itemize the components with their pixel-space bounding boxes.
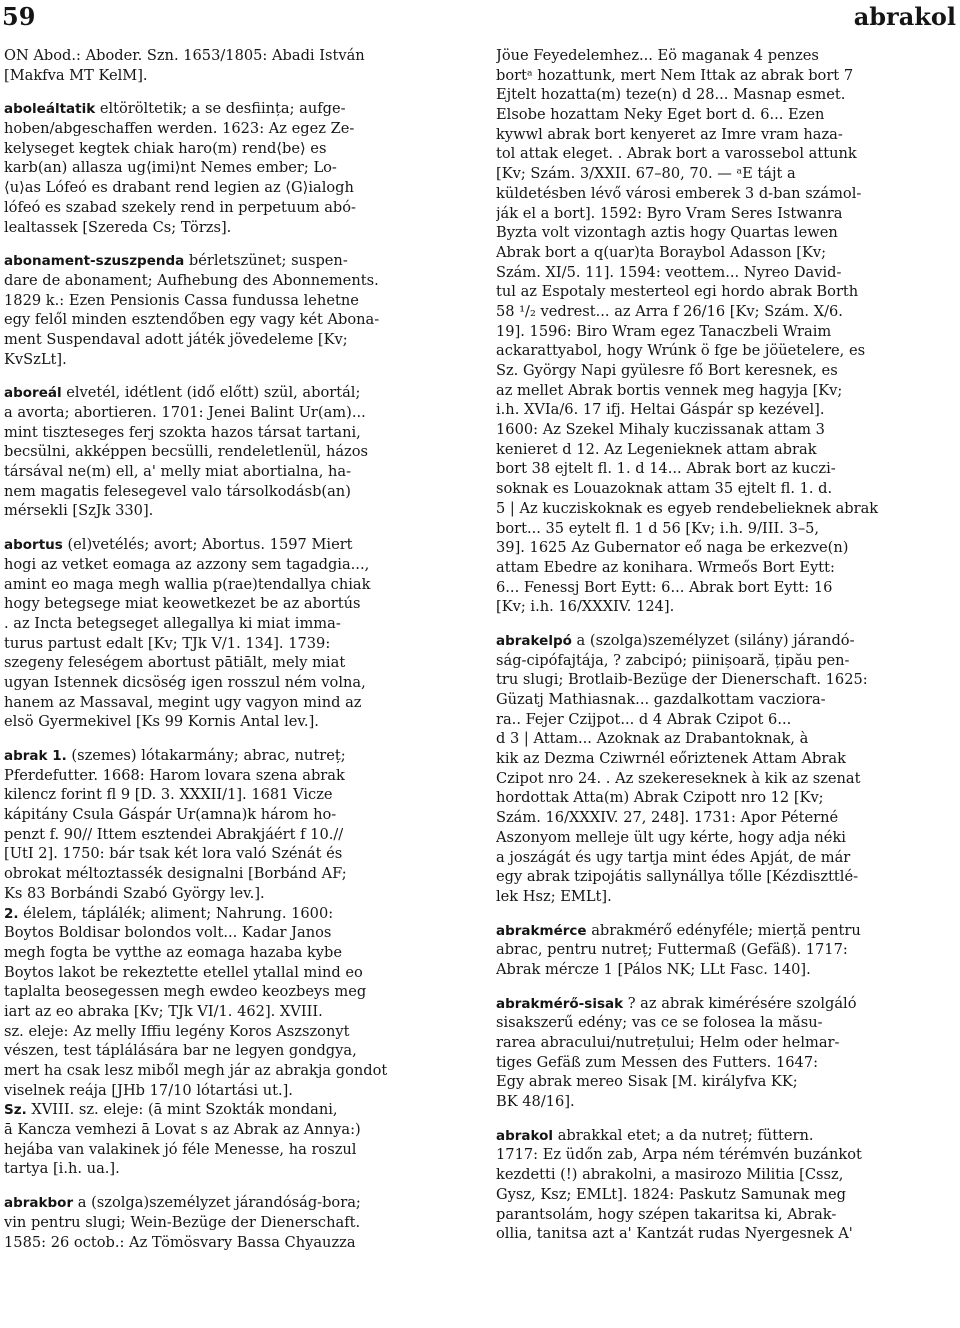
text-line [4, 575, 470, 595]
text-line [496, 400, 954, 420]
text-line [4, 330, 470, 350]
line-text: ON Abod.: Aboder. Szn. 1653/1805: Abadi István [4, 47, 365, 64]
line-text: ollia, tanitsa azt a' Kantzát rudas Nyergesnek A' [496, 1225, 853, 1243]
line-text: [Kv; i.h. 16/XXXIV. 124]. [496, 598, 675, 616]
line-text: kezdetti (!) abrakolni, a masirozo Militia [Cssz, [496, 1166, 844, 1184]
entry-headword: aboreál [4, 385, 62, 402]
text-line [4, 310, 470, 330]
text-line [496, 85, 954, 105]
line-text: viselnek reája [JHb 17/10 lótartási ut.]. [4, 1081, 293, 1099]
line-text: 58 ¹/₂ vedrest... az Arra f 26/16 [Kv; Szám. X/6. [496, 302, 843, 320]
text-line [4, 403, 470, 423]
line-text: mérsekli [SzJk 330]. [4, 502, 154, 520]
line-text: elsö Gyermekivel [Ks 99 Kornis Antal lev.]. [4, 713, 319, 731]
text-line [4, 198, 470, 218]
running-head: abrakol [853, 2, 956, 31]
line-text: vin pentru slugi; Wein-Bezüge der Dienerschaft. [4, 1213, 361, 1231]
text-line [4, 119, 470, 139]
text-line [4, 1233, 470, 1253]
text-line [496, 1224, 954, 1244]
text-line [4, 673, 470, 693]
text-line [496, 341, 954, 361]
line-text: turus partust edalt [Kv; TJk V/1. 134]. 1739: [4, 634, 331, 652]
line-text: karb(an) allasza ug⟨imi⟩nt Nemes ember; Lo- [4, 159, 337, 177]
line-text: rarea abracului/nutrețului; Helm oder helmar- [496, 1034, 840, 1051]
text-line [4, 805, 470, 825]
text-line [4, 1041, 470, 1061]
entry-first-line [4, 251, 470, 271]
paragraph-gap [4, 1179, 470, 1193]
text-line [4, 844, 470, 864]
line-text: 6... Fenessj Bort Eytt: 6... Abrak bort Eytt: 16 [496, 578, 833, 596]
text-line [496, 46, 954, 66]
line-text: vészen, test táplálására bar ne legyen gondgya, [4, 1042, 357, 1060]
line-text: Byzta volt vizontagh aztis hogy Quartas lewen [496, 224, 838, 242]
paragraph-gap [4, 369, 470, 383]
text-line [4, 423, 470, 443]
text-line [496, 578, 954, 598]
line-text: Güzatj Mathiasnak... gazdalkottam vacziora- [496, 691, 826, 708]
line-text: attam Ebedre az konihara. Wrmeős Bort Eytt: [496, 558, 835, 576]
line-text: kelyseget kegtek chiak haro(m) rend⟨be⟩ es [4, 139, 327, 157]
entry-first-line [4, 1100, 470, 1120]
line-text: Boytos Boldisar bolondos volt... Kadar Janos [4, 924, 332, 942]
entry-first-line [4, 904, 470, 924]
line-text: Jöue Feyedelemhez... Eö maganak 4 penzes [496, 47, 819, 64]
line-text: elvetél, idétlent (idő előtt) szül, abortál; [66, 384, 361, 402]
line-text: Czipot nro 24. . Az szekereseknek à kik az szenat [496, 769, 861, 787]
line-text: élelem, táplálék; aliment; Nahrung. 1600: [23, 904, 334, 922]
text-line [496, 361, 954, 381]
text-line [4, 501, 470, 521]
text-line [496, 769, 954, 789]
text-line [496, 808, 954, 828]
line-text: mint tiszteseges ferj szokta hazos társat tartani, [4, 423, 361, 441]
text-line [4, 66, 470, 86]
page-number: 59 [2, 2, 36, 31]
line-text: (szemes) lótakarmány; abrac, nutreț; [71, 747, 346, 764]
line-text: abrakkal etet; a da nutreț; füttern. [557, 1126, 814, 1144]
line-text: a (szolga)személyzet járandóság-bora; [77, 1194, 361, 1212]
text-line [496, 670, 954, 690]
line-text: taplalta beosegessen megh ewdeo keozbeys meg [4, 983, 367, 1001]
text-line [4, 555, 470, 575]
line-text: sz. eleje: Az melly Iffiu legény Koros Aszszonyt [4, 1022, 350, 1040]
text-line [496, 440, 954, 460]
line-text: sisakszerű edény; vas ce se folosea la măsu- [496, 1014, 823, 1032]
entry-first-line [496, 921, 954, 941]
text-line [496, 381, 954, 401]
line-text: (el)vetélés; avort; Abortus. 1597 Miert [67, 536, 353, 554]
line-text: bortᵃ hozattunk, mert Nem Ittak az abrak bort 7 [496, 66, 854, 84]
line-text: lek Hsz; EMLt]. [496, 887, 612, 905]
text-line [4, 1120, 470, 1140]
line-text: ment Suspendaval adott játék jövedeleme [Kv; [4, 330, 348, 348]
line-text: kápitány Csula Gáspár Ur(amna)k három ho- [4, 806, 337, 824]
text-line [4, 462, 470, 482]
text-line [496, 322, 954, 342]
text-line [496, 1033, 954, 1053]
line-text: abrac, pentru nutreț; Futtermaß (Gefäß). 1717: [496, 941, 848, 959]
text-line [4, 291, 470, 311]
line-text: 19]. 1596: Biro Wram egez Tanaczbeli Wraim [496, 322, 832, 340]
line-text: hoben/abgeschaffen werden. 1623: Az egez Ze- [4, 120, 355, 138]
line-text: bort... 35 eytelt fl. 1 d 56 [Kv; i.h. 9/III. 3–5, [496, 519, 820, 537]
text-line [4, 271, 470, 291]
text-line [4, 158, 470, 178]
text-line [496, 263, 954, 283]
text-line [496, 479, 954, 499]
entry-headword: abortus [4, 537, 63, 554]
text-line [496, 1013, 954, 1033]
text-line [496, 459, 954, 479]
line-text: obrokat méltoztassék designalni [Borbánd AF; [4, 865, 347, 883]
text-line [496, 1205, 954, 1225]
line-text: d 3 | Attam... Azoknak az Drabantoknak, à [496, 730, 809, 748]
text-line [4, 1022, 470, 1042]
text-line [4, 963, 470, 983]
line-text: kenieret d 12. Az Legenieknek attam abrak [496, 440, 817, 458]
text-line [496, 960, 954, 980]
entry-first-line [4, 1193, 470, 1213]
line-text: becsülni, akképpen becsülli, rendeletlenül, házos [4, 443, 369, 461]
right-column [496, 46, 954, 1244]
text-line [4, 982, 470, 1002]
text-line [496, 867, 954, 887]
line-text: tol attak eleget. . Abrak bort a varossebol attunk [496, 145, 857, 163]
line-text: megh fogta be vytthe az eomaga hazaba kybe [4, 943, 343, 961]
left-column [4, 46, 470, 1252]
line-text: lófeó es szabad szekely rend in perpetuum abó- [4, 198, 356, 216]
text-line [496, 749, 954, 769]
text-line [496, 848, 954, 868]
entry-headword: abrakmérő-sisak [496, 995, 624, 1012]
text-line [496, 164, 954, 184]
line-text: iart az eo abraka [Kv; TJk VI/1. 462]. XVIII. [4, 1002, 323, 1020]
text-line [4, 825, 470, 845]
text-line [4, 46, 470, 66]
page-header [0, 0, 960, 36]
entry-first-line [4, 99, 470, 119]
entry-headword: abrakbor [4, 1195, 74, 1212]
text-line [4, 614, 470, 634]
entry-headword: abrakmérce [496, 922, 587, 939]
paragraph-gap [496, 980, 954, 994]
text-line [4, 1213, 470, 1233]
line-text: hejába van valakinek jó féle Menesse, ha roszul [4, 1140, 357, 1158]
paragraph-gap [4, 85, 470, 99]
text-line [4, 712, 470, 732]
line-text: tru slugi; Brotlaib-Bezüge der Dienerschaft. 1625: [496, 671, 868, 689]
entry-headword: abrakol [496, 1127, 554, 1144]
line-text: Sz. György Napi gyülesre fő Bort keresnek, es [496, 362, 838, 379]
line-text: 1585: 26 octob.: Az Tömösvary Bassa Chyauzza [4, 1233, 356, 1251]
text-line [4, 693, 470, 713]
line-text: Aszonyom melleje ült ugy kérte, hogy adja néki [496, 828, 846, 846]
text-line [4, 350, 470, 370]
text-line [496, 597, 954, 617]
text-line [496, 105, 954, 125]
line-text: 39]. 1625 Az Gubernator eő naga be erkezve(n) [496, 539, 849, 557]
entry-headword: abrak 1. [4, 748, 67, 764]
text-line [496, 125, 954, 145]
line-text: . az Incta betegseget allegallya ki miat imma- [4, 614, 341, 632]
line-text: ra.. Fejer Czijpot... d 4 Abrak Czipot 6... [496, 710, 792, 728]
text-line [4, 884, 470, 904]
text-line [4, 1140, 470, 1160]
text-line [496, 282, 954, 302]
text-line [4, 785, 470, 805]
line-text: bort 38 ejtelt fl. 1. d 14... Abrak bort az kuczi- [496, 460, 836, 478]
line-text: dare de abonament; Aufhebung des Abonnements. [4, 271, 379, 289]
line-text: ? az abrak kimérésére szolgáló [627, 994, 857, 1012]
line-text: egy abrak tzipojátis sallynállya tőlle [Kézdiszttlé- [496, 868, 859, 886]
line-text: mert ha csak lesz miből megh jár az abrakja gondot [4, 1062, 388, 1079]
line-text: soknak es Louazoknak attam 35 ejtelt fl. 1. d. [496, 480, 833, 498]
line-text: egy felől minden esztendőben egy vagy két Abona- [4, 311, 380, 329]
entry-first-line [496, 631, 954, 651]
paragraph-gap [496, 907, 954, 921]
line-text: kilencz forint fl 9 [D. 3. XXXII/1]. 1681 Vicze [4, 786, 333, 804]
line-text: penzt f. 90// Ittem esztendei Abrakjáért f 10.// [4, 825, 344, 843]
line-text: amint eo maga megh wallia p(rae)tendallya chiak [4, 575, 371, 593]
paragraph-gap [4, 237, 470, 251]
text-line [496, 1092, 954, 1112]
text-line [4, 864, 470, 884]
text-line [496, 144, 954, 164]
text-line [496, 710, 954, 730]
line-text: Szám. 16/XXXIV. 27, 248]. 1731: Apor Péterné [496, 809, 839, 827]
paragraph-gap [4, 521, 470, 535]
line-text: parantsolám, hogy szépen takaritsa ki, Abrak- [496, 1205, 837, 1223]
line-text: ā Kancza vemhezi ā Lovat s az Abrak az Annya:) [4, 1121, 361, 1139]
text-line [496, 204, 954, 224]
text-line [496, 1145, 954, 1165]
line-text: i.h. XVIa/6. 17 ifj. Heltai Gáspár sp kezével]. [496, 401, 825, 419]
text-line [4, 594, 470, 614]
line-text: ackarattyabol, hogy Wrúnk ö fge be jöüetelere, es [496, 342, 866, 360]
line-text: Ks 83 Borbándi Szabó György lev.]. [4, 884, 265, 902]
text-line [4, 943, 470, 963]
text-line [496, 729, 954, 749]
line-text: Szám. XI/5. 11]. 1594: veottem... Nyreo David- [496, 263, 842, 281]
line-text: ják el a bort]. 1592: Byro Vram Seres Istwanra [496, 204, 843, 222]
text-line [496, 243, 954, 263]
line-text: Abrak bort a q(uar)ta Boraybol Adasson [Kv; [496, 243, 827, 261]
line-text: a avorta; abortieren. 1701: Jenei Balint Ur(am)... [4, 404, 366, 421]
line-text: 1829 k.: Ezen Pensionis Cassa fundussa lehetne [4, 291, 359, 309]
line-text: tul az Espotaly mesterteol egi hordo abrak Borth [496, 283, 859, 301]
text-line [496, 1165, 954, 1185]
line-text: Elsobe hozattam Neky Eget bort d. 6... Ezen [496, 106, 825, 124]
line-text: XVIII. sz. eleje: (ā mint Szokták mondani, [31, 1101, 338, 1119]
line-text: Gysz, Ksz; EMLt]. 1824: Paskutz Samunak meg [496, 1185, 846, 1203]
line-text: tartya [i.h. ua.]. [4, 1160, 120, 1178]
text-line [4, 482, 470, 502]
line-text: Egy abrak mereo Sisak [M. királyfva KK; [496, 1073, 798, 1091]
text-line [496, 1072, 954, 1092]
entry-first-line [4, 535, 470, 555]
line-text: nem magatis felesegevel valo társolkodásb(an) [4, 482, 351, 500]
text-line [496, 887, 954, 907]
line-text: az mellet Abrak bortis vennek meg hagyja [Kv; [496, 381, 843, 399]
text-line [4, 766, 470, 786]
text-line [496, 828, 954, 848]
text-line [496, 538, 954, 558]
text-line [4, 634, 470, 654]
line-text: a (szolga)személyzet (silány) járandó- [576, 631, 855, 649]
line-text: 1600: Az Szekel Mihaly kuczissanak attam 3 [496, 421, 825, 439]
line-text: KvSzLt]. [4, 350, 67, 368]
line-text: kywwl abrak bort kenyeret az Imre vram haza- [496, 125, 843, 143]
entry-headword: aboleáltatik [4, 101, 96, 118]
entry-first-line [4, 746, 470, 766]
line-text: ság-cipófajtája, ? zabcipó; piinișoară, țipău pen- [496, 651, 850, 669]
text-line [4, 218, 470, 238]
line-text: ⟨u⟩as Lófeó es drabant rend legien az ⟨G⟩ialogh [4, 179, 354, 197]
entry-headword: 2. [4, 905, 19, 922]
line-text: kik az Dezma Cziwrnél eőriztenek Attam Abrak [496, 750, 846, 768]
line-text: abrakmérő edényféle; mierță pentru [591, 921, 861, 939]
line-text: ugyan Istennek dicsöség igen rosszul ném volna, [4, 673, 366, 691]
entry-first-line [496, 994, 954, 1014]
text-line [496, 66, 954, 86]
text-line [4, 1159, 470, 1179]
entry-headword: abrakelpó [496, 632, 572, 649]
line-text: Boytos lakot be rekeztette etellel ytallal mind eo [4, 963, 363, 981]
line-text: lealtassek [Szereda Cs; Törzs]. [4, 218, 232, 236]
text-line [496, 651, 954, 671]
text-line [4, 442, 470, 462]
line-text: hogi az vetket eomaga az azzony sem tagadgia..., [4, 555, 370, 573]
text-line [496, 1185, 954, 1205]
line-text: 1717: Ez üdőn zab, Arpa ném térémvén buzánkot [496, 1146, 862, 1164]
line-text: a joszágát és ugy tartja mint édes Apját, de már [496, 848, 851, 866]
text-line [496, 184, 954, 204]
text-line [4, 1061, 470, 1081]
line-text: 5 | Az kucziskoknak es egyeb rendebelieknek abrak [496, 499, 879, 517]
line-text: BK 48/16]. [496, 1093, 575, 1111]
paragraph-gap [4, 732, 470, 746]
line-text: hanem az Massaval, megint ugy vagyon mind az [4, 693, 362, 711]
text-line [496, 420, 954, 440]
text-line [496, 940, 954, 960]
line-text: [Makfva MT KelM]. [4, 66, 148, 84]
text-line [496, 302, 954, 322]
text-line [496, 690, 954, 710]
text-line [4, 139, 470, 159]
entry-headword: Sz. [4, 1102, 27, 1119]
line-text: [UtI 2]. 1750: bár tsak két lora való Szénát és [4, 845, 343, 863]
line-text: társával ne(m) ell, a' melly miat abortialna, ha- [4, 463, 352, 481]
text-line [4, 1002, 470, 1022]
line-text: eltöröltetik; a se desființa; aufge- [99, 100, 346, 118]
line-text: Pferdefutter. 1668: Harom lovara szena abrak [4, 766, 345, 784]
line-text: tiges Gefäß zum Messen des Futters. 1647: [496, 1053, 819, 1071]
text-line [496, 223, 954, 243]
text-line [4, 923, 470, 943]
text-line [496, 558, 954, 578]
line-text: hordottak Atta(m) Abrak Czipott nro 12 [Kv; [496, 789, 824, 807]
line-text: bérletszünet; suspen- [188, 252, 348, 270]
entry-first-line [496, 1126, 954, 1146]
line-text: Ejtelt hozatta(m) teze(n) d 28... Masnap esmet. [496, 86, 846, 104]
text-line [4, 1081, 470, 1101]
entry-first-line [4, 383, 470, 403]
text-line [496, 499, 954, 519]
text-line [4, 178, 470, 198]
entry-headword: abonament-szuszpenda [4, 253, 185, 270]
line-text: szegeny feleségem abortust pātiālt, mely miat [4, 654, 346, 672]
paragraph-gap [496, 1112, 954, 1126]
line-text: [Kv; Szám. 3/XXII. 67–80, 70. — ᵃE tájt a [496, 165, 796, 183]
line-text: küldetésben lévő városi emberek 3 d-ban számol- [496, 184, 862, 202]
text-line [496, 519, 954, 539]
text-line [496, 788, 954, 808]
line-text: hogy betegsege miat keowetkezet be az abortús [4, 595, 361, 613]
line-text: Abrak mércze 1 [Pálos NK; LLt Fasc. 140]. [496, 960, 811, 978]
text-line [4, 653, 470, 673]
paragraph-gap [496, 617, 954, 631]
text-line [496, 1053, 954, 1073]
